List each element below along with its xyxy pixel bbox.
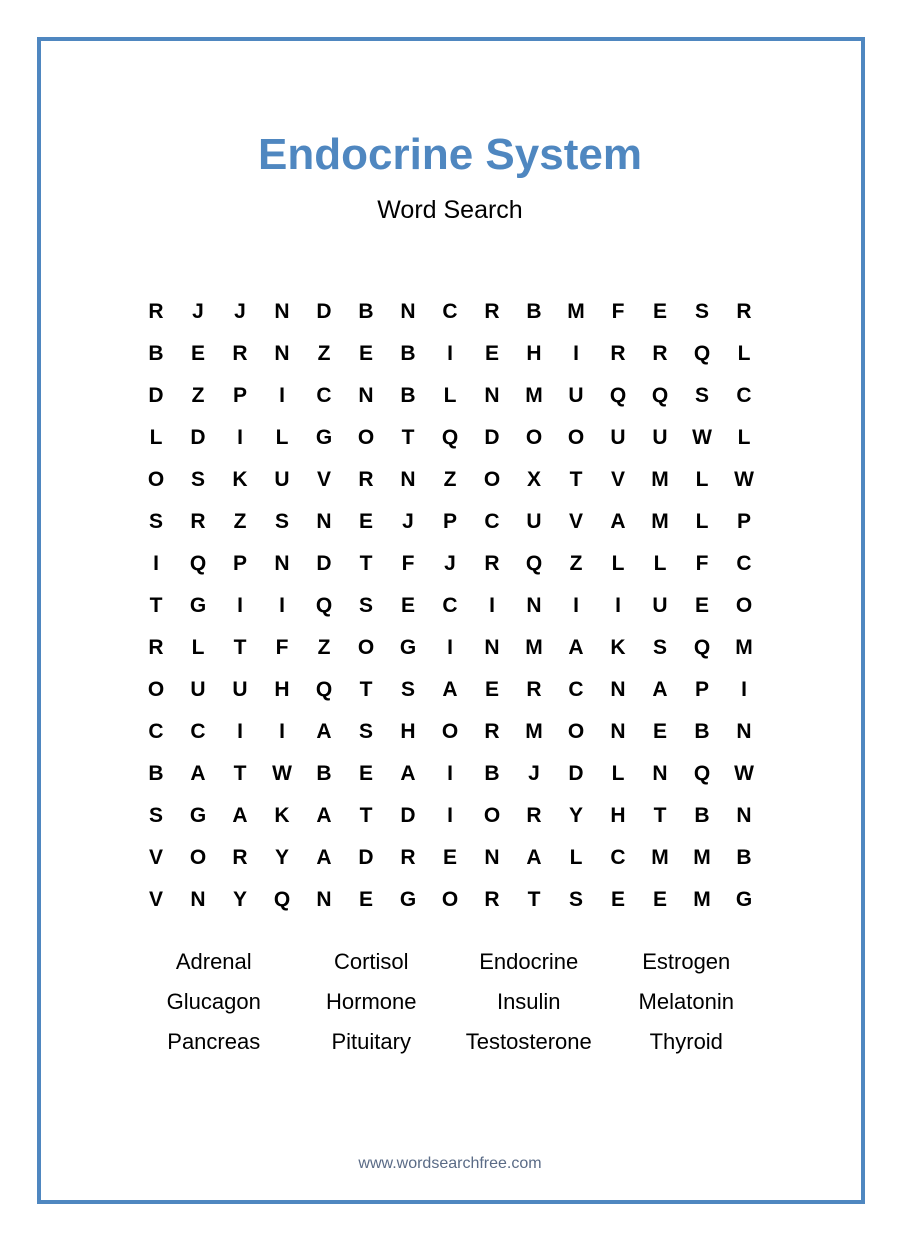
grid-cell: I [279,594,285,617]
grid-cell: J [528,762,540,785]
grid-cell: B [358,300,374,323]
page-title: Endocrine System [258,130,642,179]
grid-cell: E [484,678,499,701]
grid-cell: C [736,384,752,407]
grid-cell: T [569,468,583,491]
page-subtitle: Word Search [377,196,523,224]
grid-cell: R [652,342,668,365]
grid-cell: U [190,678,206,701]
grid-cell: J [192,300,204,323]
letter-grid [135,291,765,921]
grid-cell: N [736,804,752,827]
grid-cell: L [569,846,583,869]
grid-cell: B [736,846,752,869]
grid-cell: E [610,888,625,911]
grid-cell: M [651,510,669,533]
grid-cell: V [148,888,163,911]
word-list-item: Cortisol [333,949,409,974]
word-list [135,942,765,1062]
grid-cell: Q [441,426,459,449]
grid-cell: U [232,678,248,701]
grid-cell: S [148,510,163,533]
grid-cell: T [149,594,163,617]
grid-cell: N [316,510,332,533]
grid-cell: D [484,426,500,449]
grid-cell: J [402,510,414,533]
grid-cell: N [484,636,500,659]
grid-cell: N [610,678,626,701]
grid-cell: E [358,762,373,785]
grid-cell: O [147,678,165,701]
grid-cell: P [232,552,247,575]
grid-cell: I [237,720,243,743]
grid-cell: Z [569,552,583,575]
grid-cell: A [568,636,584,659]
grid-cell: N [274,552,290,575]
grid-cell: D [568,762,584,785]
grid-cell: C [568,678,584,701]
grid-cell: C [148,720,164,743]
grid-cell: Q [609,384,627,407]
grid-cell: H [400,720,416,743]
grid-cell: I [237,594,243,617]
grid-cell: V [568,510,583,533]
grid-cell: L [695,510,709,533]
grid-cell: H [526,342,542,365]
grid-cell: A [400,762,416,785]
grid-cell: Q [315,594,333,617]
grid-cell: L [611,552,625,575]
grid-cell: N [274,300,290,323]
grid-cell: P [736,510,751,533]
grid-cell: W [734,468,754,491]
grid-cell: N [190,888,206,911]
grid-cell: I [153,552,159,575]
grid-cell: I [447,762,453,785]
grid-cell: E [484,342,499,365]
grid-cell: R [232,846,248,869]
grid-cell: L [149,426,163,449]
grid-cell: L [611,762,625,785]
grid-cell: C [442,300,458,323]
grid-cell: R [526,678,542,701]
grid-cell: D [190,426,206,449]
grid-cell: Q [525,552,543,575]
grid-cell: G [189,594,207,617]
grid-cell: C [442,594,458,617]
grid-cell: C [316,384,332,407]
grid-cell: A [232,804,248,827]
word-list-item: Pancreas [167,1029,261,1054]
grid-cell: R [358,468,374,491]
grid-cell: J [234,300,246,323]
word-list-item: Testosterone [465,1029,592,1054]
grid-cell: L [737,426,751,449]
grid-cell: N [274,342,290,365]
grid-cell: O [147,468,165,491]
grid-cell: F [695,552,709,575]
grid-cell: S [358,720,373,743]
grid-cell: Q [189,552,207,575]
grid-cell: A [442,678,458,701]
grid-cell: N [652,762,668,785]
grid-cell: I [741,678,747,701]
word-list-item: Glucagon [166,989,261,1014]
grid-cell: I [237,426,243,449]
grid-cell: T [359,678,373,701]
grid-cell: S [358,594,373,617]
grid-cell: D [358,846,374,869]
grid-cell: L [191,636,205,659]
grid-cell: Z [317,342,331,365]
grid-cell: O [567,426,585,449]
grid-cell: A [526,846,542,869]
grid-cell: N [400,468,416,491]
word-list-item: Hormone [326,989,417,1014]
grid-cell: O [567,720,585,743]
grid-cell: O [525,426,543,449]
grid-cell: B [148,342,164,365]
grid-cell: D [316,552,332,575]
grid-cell: P [694,678,709,701]
grid-cell: G [735,888,753,911]
grid-cell: N [484,384,500,407]
word-list-item: Endocrine [479,949,579,974]
grid-cell: R [610,342,626,365]
grid-cell: Y [274,846,289,869]
grid-cell: L [275,426,289,449]
grid-cell: B [694,720,710,743]
grid-cell: M [651,468,669,491]
grid-cell: B [148,762,164,785]
grid-cell: A [316,804,332,827]
grid-cell: D [400,804,416,827]
grid-cell: E [652,300,667,323]
grid-cell: T [653,804,667,827]
word-list-item: Thyroid [649,1029,723,1054]
grid-cell: S [190,468,205,491]
grid-cell: V [610,468,625,491]
grid-cell: F [401,552,415,575]
grid-cell: T [401,426,415,449]
grid-cell: R [190,510,206,533]
grid-cell: N [400,300,416,323]
grid-cell: K [610,636,626,659]
grid-cell: T [233,762,247,785]
grid-cell: I [279,720,285,743]
grid-cell: W [692,426,712,449]
grid-cell: E [652,888,667,911]
footer-url: www.wordsearchfree.com [358,1155,542,1172]
grid-cell: S [148,804,163,827]
grid-cell: O [483,468,501,491]
grid-cell: T [359,552,373,575]
grid-cell: R [148,300,164,323]
grid-cell: O [483,804,501,827]
grid-cell: Q [693,636,711,659]
grid-cell: O [357,636,375,659]
grid-cell: A [652,678,668,701]
grid-cell: R [148,636,164,659]
grid-cell: H [274,678,290,701]
grid-cell: M [735,636,753,659]
word-list-item: Pituitary [331,1029,411,1054]
grid-cell: Y [232,888,247,911]
grid-cell: D [316,300,332,323]
grid-cell: K [274,804,290,827]
grid-cell: M [651,846,669,869]
grid-cell: E [442,846,457,869]
grid-cell: S [400,678,415,701]
grid-cell: L [737,342,751,365]
grid-cell: R [736,300,752,323]
grid-cell: D [148,384,164,407]
grid-cell: T [527,888,541,911]
grid-cell: Z [317,636,331,659]
grid-cell: Q [651,384,669,407]
word-list-item: Melatonin [638,989,734,1014]
grid-cell: E [358,342,373,365]
grid-cell: S [274,510,289,533]
grid-cell: G [189,804,207,827]
grid-cell: H [610,804,626,827]
grid-cell: I [279,384,285,407]
grid-cell: O [357,426,375,449]
grid-cell: L [443,384,457,407]
grid-cell: P [232,384,247,407]
grid-cell: C [484,510,500,533]
grid-cell: J [444,552,456,575]
grid-cell: E [400,594,415,617]
grid-cell: B [400,384,416,407]
grid-cell: S [652,636,667,659]
grid-cell: V [316,468,331,491]
grid-cell: G [399,888,417,911]
grid-cell: R [484,552,500,575]
grid-cell: E [358,510,373,533]
word-list-item: Estrogen [642,949,731,974]
grid-cell: Q [315,678,333,701]
grid-cell: R [232,342,248,365]
grid-cell: B [526,300,542,323]
grid-cell: M [525,636,543,659]
grid-cell: N [358,384,374,407]
grid-cell: N [316,888,332,911]
grid-cell: W [734,762,754,785]
grid-cell: Q [693,762,711,785]
grid-cell: I [573,594,579,617]
grid-cell: P [442,510,457,533]
grid-cell: N [484,846,500,869]
grid-cell: F [611,300,625,323]
grid-cell: R [526,804,542,827]
grid-cell: M [525,384,543,407]
grid-cell: O [441,720,459,743]
grid-cell: Z [233,510,247,533]
grid-cell: M [693,888,711,911]
grid-cell: V [148,846,163,869]
grid-cell: K [232,468,248,491]
grid-cell: S [694,300,709,323]
grid-cell: B [694,804,710,827]
grid-cell: R [400,846,416,869]
grid-cell: Z [443,468,457,491]
grid-cell: Q [693,342,711,365]
grid-cell: R [484,720,500,743]
word-list-item: Adrenal [175,949,252,974]
grid-cell: C [610,846,626,869]
grid-cell: O [441,888,459,911]
grid-cell: S [694,384,709,407]
grid-cell: W [272,762,292,785]
grid-cell: U [526,510,542,533]
grid-cell: N [610,720,626,743]
grid-cell: I [615,594,621,617]
grid-cell: Y [568,804,583,827]
grid-cell: E [652,720,667,743]
grid-cell: N [736,720,752,743]
grid-cell: Z [191,384,205,407]
grid-cell: A [190,762,206,785]
grid-cell: G [399,636,417,659]
grid-cell: L [695,468,709,491]
grid-cell: E [190,342,205,365]
grid-cell: O [189,846,207,869]
grid-cell: A [316,720,332,743]
grid-cell: C [736,552,752,575]
grid-cell: R [484,300,500,323]
grid-cell: U [610,426,626,449]
grid-cell: Q [273,888,291,911]
grid-cell: I [447,804,453,827]
grid-cell: I [573,342,579,365]
grid-cell: X [526,468,541,491]
grid-cell: M [525,720,543,743]
grid-cell: R [484,888,500,911]
grid-cell: C [190,720,206,743]
grid-cell: U [652,426,668,449]
grid-cell: B [484,762,500,785]
grid-cell: B [400,342,416,365]
grid-cell: T [359,804,373,827]
grid-cell: M [693,846,711,869]
grid-cell: M [567,300,585,323]
word-list-item: Insulin [496,989,561,1014]
grid-cell: L [653,552,667,575]
grid-cell: U [568,384,584,407]
grid-cell: A [316,846,332,869]
grid-cell: E [358,888,373,911]
grid-cell: G [315,426,333,449]
grid-cell: I [447,636,453,659]
grid-cell: T [233,636,247,659]
grid-cell: S [568,888,583,911]
grid-cell: U [652,594,668,617]
grid-cell: N [526,594,542,617]
grid-cell: B [316,762,332,785]
grid-cell: I [447,342,453,365]
grid-cell: A [610,510,626,533]
grid-cell: I [489,594,495,617]
grid-cell: F [275,636,289,659]
grid-cell: U [274,468,290,491]
grid-cell: E [694,594,709,617]
grid-cell: O [735,594,753,617]
